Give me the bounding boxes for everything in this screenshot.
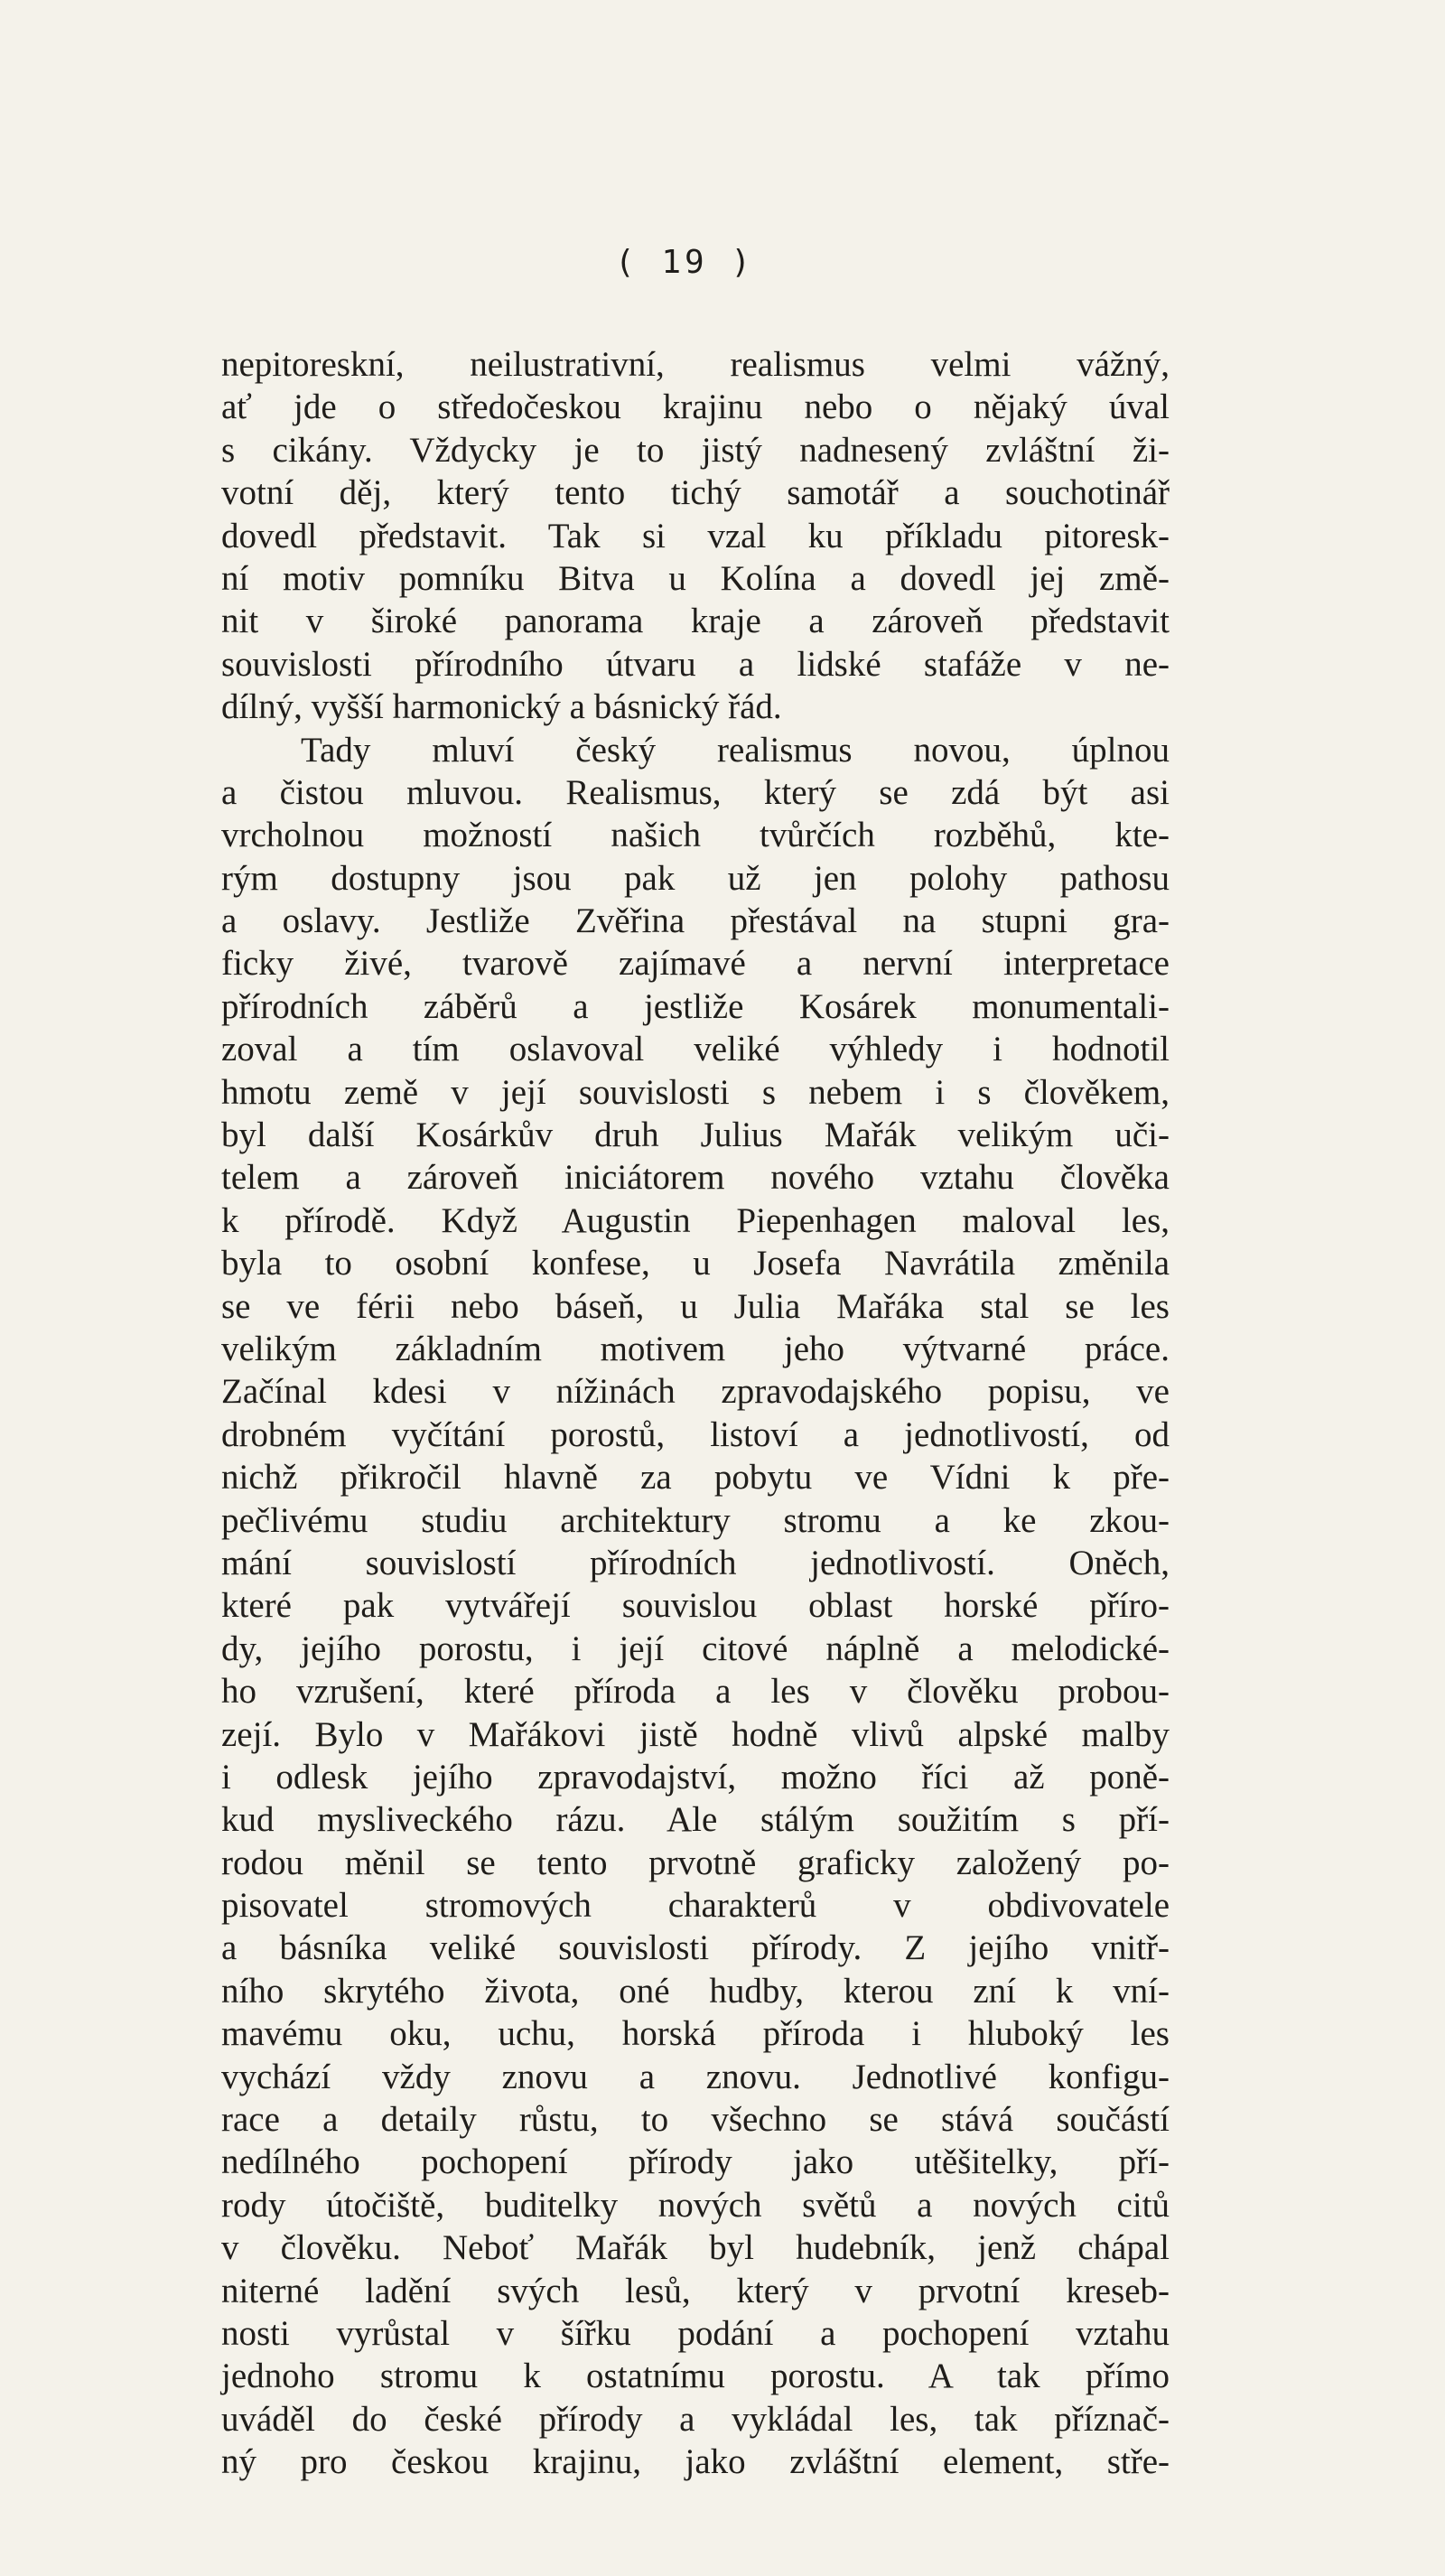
text-line: ať jde o středočeskou krajinu nebo o nějaký úval: [221, 387, 1170, 427]
text-line: nosti vyrůstal v šířku podání a pochopení vztahu: [221, 2313, 1170, 2353]
text-line: pečlivému studiu architektury stromu a ke zkou-: [221, 1500, 1170, 1540]
text-line: byl další Kosárkův druh Julius Mařák velikým uči-: [221, 1115, 1170, 1155]
text-line: nepitoreskní, neilustrativní, realismus velmi vážný,: [221, 345, 1170, 384]
text-line: rodou měnil se tento prvotně graficky založený po-: [221, 1843, 1170, 1882]
text-line: se ve férii nebo báseň, u Julia Mařáka stal se les: [221, 1286, 1170, 1326]
text-line: vychází vždy znovu a znovu. Jednotlivé konfigu-: [221, 2057, 1170, 2096]
text-line: mavému oku, uchu, horská příroda i hluboký les: [221, 2014, 1170, 2054]
text-line: v člověku. Neboť Mařák byl hudebník, jenž chápal: [221, 2228, 1170, 2268]
text-line: ho vzrušení, které příroda a les v člověku probou-: [221, 1672, 1170, 1712]
text-line: dovedl představit. Tak si vzal ku příkladu pitoresk-: [221, 516, 1170, 555]
text-line: s cikány. Vždycky je to jistý nadnesený zvláštní ži-: [221, 430, 1170, 470]
text-line: ního skrytého života, oné hudby, kterou zní k vní-: [221, 1971, 1170, 2011]
text-line: niterné ladění svých lesů, který v prvotní kreseb-: [221, 2271, 1170, 2310]
text-line: a básníka veliké souvislosti přírody. Z jejího vnitř-: [221, 1928, 1170, 1968]
page-number: ( 19 ): [614, 244, 755, 281]
text-line: vrcholnou možností našich tvůrčích rozběhů, kte-: [221, 816, 1170, 855]
text-line: které pak vytvářejí souvislou oblast horské příro-: [221, 1586, 1170, 1626]
text-line: i odlesk jejího zpravodajství, možno říci až poně-: [221, 1757, 1170, 1797]
text-line: dílný, vyšší harmonický a básnický řád.: [221, 687, 782, 727]
text-line: souvislosti přírodního útvaru a lidské stafáže v ne-: [221, 644, 1170, 684]
text-line: zoval a tím oslavoval veliké výhledy i hodnotil: [221, 1030, 1170, 1069]
text-line: rody útočiště, buditelky nových světů a nových citů: [221, 2185, 1170, 2225]
text-line: a oslavy. Jestliže Zvěřina přestával na stupni gra-: [221, 901, 1170, 941]
text-line: hmotu země v její souvislosti s nebem i s člověkem,: [221, 1072, 1170, 1112]
text-line: nit v široké panorama kraje a zároveň představit: [221, 602, 1170, 641]
text-line: nichž přikročil hlavně za pobytu ve Vídni k pře-: [221, 1458, 1170, 1498]
text-line: zejí. Bylo v Mařákovi jistě hodně vlivů alpské malby: [221, 1714, 1170, 1754]
text-line: uváděl do české přírody a vykládal les, tak příznač-: [221, 2399, 1170, 2439]
text-line: ficky živé, tvarově zajímavé a nervní interpretace: [221, 944, 1170, 984]
text-line: jednoho stromu k ostatnímu porostu. A tak přímo: [221, 2357, 1170, 2396]
text-line: velikým základním motivem jeho výtvarné práce.: [221, 1329, 1170, 1368]
text-line: votní děj, který tento tichý samotář a souchotinář: [221, 473, 1170, 513]
text-line: rým dostupny jsou pak už jen polohy pathosu: [221, 858, 1170, 898]
text-line: a čistou mluvou. Realismus, který se zdá být asi: [221, 772, 1170, 812]
text-line: kud mysliveckého rázu. Ale stálým soužitím s pří-: [221, 1800, 1170, 1840]
text-line: dy, jejího porostu, i její citové náplně a melodické-: [221, 1629, 1170, 1668]
text-line: Začínal kdesi v nížinách zpravodajského popisu, ve: [221, 1372, 1170, 1412]
paragraph: [221, 343, 1170, 729]
text-line: k přírodě. Když Augustin Piepenhagen maloval les,: [221, 1200, 1170, 1240]
text-line: ný pro českou krajinu, jako zvláštní element, stře-: [221, 2442, 1170, 2482]
text-line: byla to osobní konfese, u Josefa Navrátila změnila: [221, 1244, 1170, 1283]
text-line: telem a zároveň iniciátorem nového vztahu člověka: [221, 1158, 1170, 1198]
text-line: mání souvislostí přírodních jednotlivostí. Oněch,: [221, 1543, 1170, 1582]
paragraph: [221, 729, 1170, 2484]
text-line: pisovatel stromových charakterů v obdivovatele: [221, 1886, 1170, 1926]
text-line: drobném vyčítání porostů, listoví a jednotlivostí, od: [221, 1414, 1170, 1454]
text-line: nedílného pochopení přírody jako utěšitelky, pří-: [221, 2142, 1170, 2182]
body-text: [221, 343, 1170, 2484]
text-line: přírodních záběrů a jestliže Kosárek monumentali-: [221, 986, 1170, 1026]
text-line: ní motiv pomníku Bitva u Kolína a dovedl jej změ-: [221, 558, 1170, 598]
text-line: race a detaily růstu, to všechno se stává součástí: [221, 2100, 1170, 2140]
text-line: Tady mluví český realismus novou, úplnou: [301, 730, 1170, 770]
